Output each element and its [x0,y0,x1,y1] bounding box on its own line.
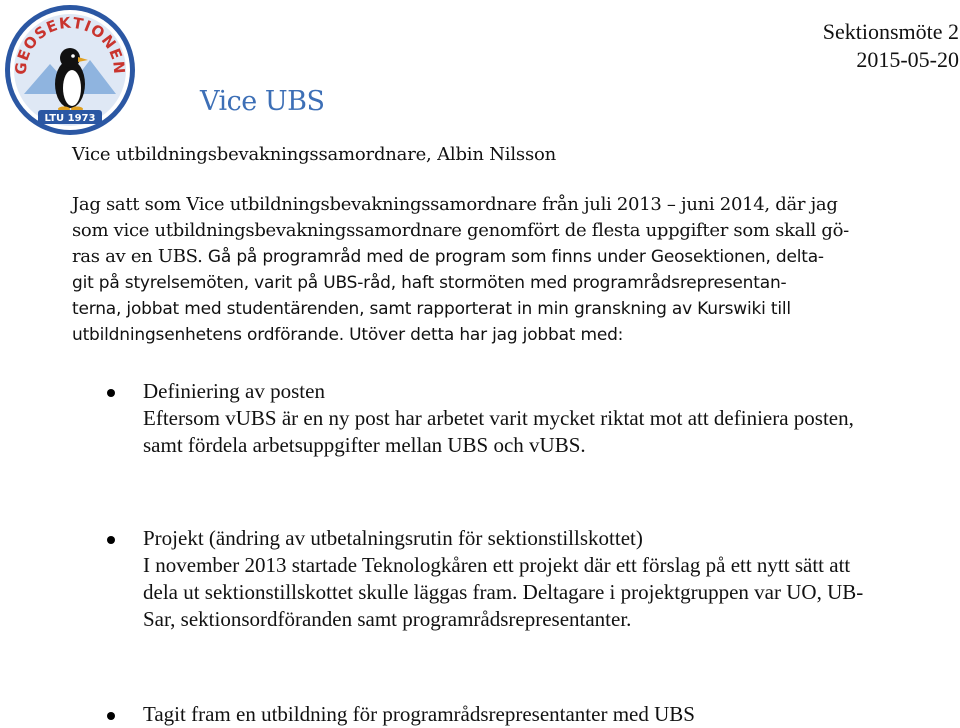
bullet-icon [107,389,115,397]
bullet-heading: Projekt (ändring av utbetalningsrutin för sektionstillskottet) [143,526,643,550]
document-header [823,18,959,74]
bullet-line: I november 2013 startade Teknologkåren ett projekt där ett förslag på ett nytt sätt att [143,553,851,577]
bullet-line: dela ut sektionstillskottet skulle läggas fram. Deltagare i projektgruppen var UO, UB- [143,580,864,604]
meeting-date: 2015-05-20 [856,47,959,72]
paragraph-line [72,244,952,270]
bullet-text [143,525,955,633]
bullet-heading: Tagit fram en utbildning för programrådsrepresentanter med UBS [143,702,695,726]
paragraph-line: git på styrelsemöten, varit på UBS-råd, haft stormöten med programrådsrepresentan- [72,273,787,293]
paragraph-segment: ras av en UBS. [72,246,208,267]
bullet-icon [107,712,115,720]
penguin-logo-icon [2,2,138,138]
page-title: Vice UBS [200,86,325,117]
intro-paragraph [72,192,952,348]
paragraph-line: som vice utbildningsbevakningssamordnare genomfört de flesta uppgifter som skall gö- [72,220,849,241]
geosektionen-logo [2,2,138,138]
paragraph-line: terna, jobbat med studentärenden, samt rapporterat in min granskning av Kurswiki till [72,299,791,319]
logo-name-text: GEOSEKTIONEN [11,13,129,76]
bullet-text [143,701,955,728]
page-subtitle: Vice utbildningsbevakningssamordnare, Albin Nilsson [72,144,557,165]
bullet-line: Eftersom vUBS är en ny post har arbetet varit mycket riktat mot att definiera posten, [143,406,854,430]
paragraph-line: utbildningsenhetens ordförande. Utöver detta har jag jobbat med: [72,325,624,345]
logo-year-text: LTU 1973 [44,113,96,124]
bullet-text [143,378,955,459]
paragraph-segment: Gå på programråd med de program som finns under Geosektionen, delta- [207,247,824,267]
bullet-icon [107,536,115,544]
paragraph-line: Jag satt som Vice utbildningsbevakningssamordnare från juli 2013 – juni 2014, där jag [72,194,838,215]
bullet-heading: Definiering av posten [143,379,325,403]
meeting-name: Sektionsmöte 2 [822,19,959,44]
bullet-line: Sar, sektionsordföranden samt programrådsrepresentanter. [143,607,632,631]
bullet-line: samt fördela arbetsuppgifter mellan UBS och vUBS. [143,433,586,457]
